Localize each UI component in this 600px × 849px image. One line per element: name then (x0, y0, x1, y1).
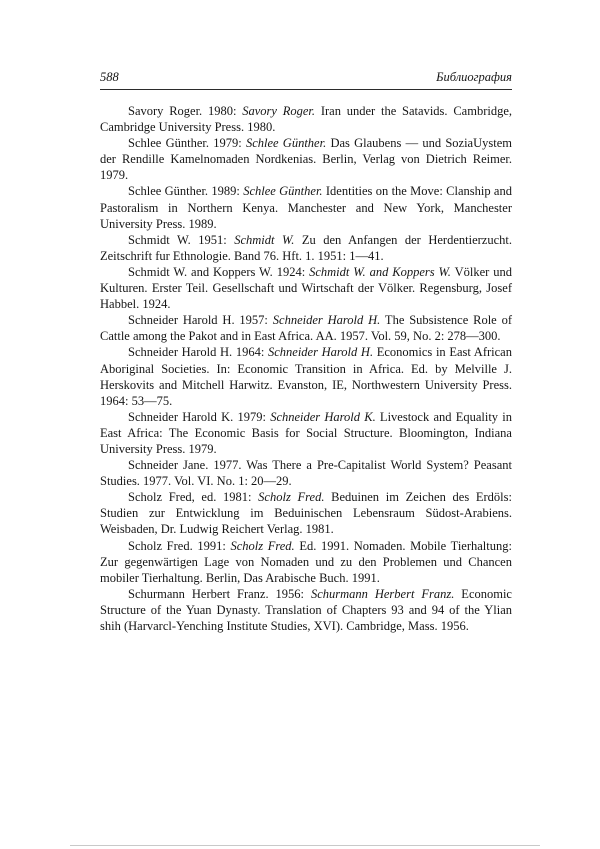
entry-author-italic: Schneider Harold H. (267, 345, 374, 360)
entry-text: Economics in East African Aboriginal Societies. In: Economic Transition in Africa. Ed. by Melville J. Herskovits and Mitchell Harwitz. Evanston, IE, Northwestern University Press. 1964: 53—75. (100, 345, 512, 408)
entry-author-italic: Scholz Fred. (258, 490, 325, 505)
bibliography-entry (100, 232, 512, 264)
bibliography-entry (100, 409, 512, 457)
entry-author-italic: Schmidt W. and Koppers W. (309, 264, 451, 279)
bibliography-entry (100, 586, 512, 634)
bibliography-entry (100, 489, 512, 537)
entry-text: Schneider Jane. 1977. Was There a Pre-Capitalist World System? Peasant Studies. 1977. Vol. VI. No. 1: 20—29. (100, 458, 512, 489)
entry-author-italic: Schlee Günther. (243, 184, 323, 199)
bibliography-entry (100, 344, 512, 408)
page-content (100, 70, 512, 634)
running-title: Библиография (436, 70, 512, 84)
entry-text: Schneider Harold K. 1979: (128, 409, 271, 424)
entry-text: Schneider Harold H. 1964: (128, 345, 268, 360)
bibliography-entry (100, 264, 512, 312)
entry-text: Schmidt W. 1951: (128, 232, 235, 247)
entry-text: Identities on the Move: Clanship and Pastoralism in Northern Kenya. Manchester and New York, Manchester University Press. 1989. (100, 184, 512, 231)
entry-author-italic: Savory Roger. (242, 104, 316, 118)
entry-author-italic: Schurmann Herbert Franz. (310, 586, 455, 601)
bibliography-entry (100, 457, 512, 489)
bibliography-entry (100, 538, 512, 586)
entry-author-italic: Schneider Harold H. (272, 313, 381, 328)
entry-text: The Subsistence Role of Cattle among the Pakot and in East Africa. AA. 1957. Vol. 59, No. 2: 278—300. (100, 313, 512, 344)
entry-text: Schmidt W. and Koppers W. 1924: (128, 264, 310, 279)
entry-text: Ed. 1991. Nomaden. Mobile Tierhaltung: Zur gegenwärtigen Lage von Nomaden und zu den Problemen und Chancen mobiler Tierhaltung. Berlin, Das Arabische Buch. 1991. (100, 538, 512, 585)
entry-author-italic: Scholz Fred. (230, 538, 295, 553)
bibliography-entry (100, 103, 512, 135)
entry-text: Economic Structure of the Yuan Dynasty. Translation of Chapters 93 and 94 of the Ylian shih (Harvarcl-Yenching Institute Studies, XVI). Cambridge, Mass. 1956. (100, 586, 512, 633)
entry-text: Savory Roger. 1980: (128, 104, 243, 118)
entry-text: Schlee Günther. 1979: (128, 136, 246, 151)
entry-text: Schurmann Herbert Franz. 1956: (128, 586, 311, 601)
entry-author-italic: Schmidt W. (234, 232, 295, 247)
bibliography-entry (100, 135, 512, 183)
bibliography-entry (100, 183, 512, 231)
entry-text: Das Glaubens — und SoziaUystem der Rendille Kamelnomaden Nordkenias. Berlin, Verlag von Dietrich Reimer. 1979. (100, 136, 512, 183)
entry-text: Livestock and Equality in East Africa: The Economic Basis for Social Structure. Bloomington, Indiana University Press. 1979. (100, 409, 512, 456)
entry-text: Iran under the Satavids. Cambridge, Cambridge University Press. 1980. (100, 104, 513, 135)
entry-text: Schneider Harold H. 1957: (128, 313, 273, 328)
entry-text: Völker und Kulturen. Erster Teil. Gesellschaft und Wirtschaft der Völker. Regensburg, Josef Habbel. 1924. (100, 264, 512, 312)
page-edge-line (70, 845, 540, 846)
page-number: 588 (100, 70, 119, 84)
entry-text: Zu den Anfangen der Herdentierzucht. Zeitschrift fur Ethnologie. Band 76. Hft. 1. 1951: 1—41. (100, 232, 512, 263)
entry-text: Scholz Fred, ed. 1981: (128, 490, 259, 505)
page-header (100, 70, 512, 90)
bibliography-list (100, 103, 512, 634)
entry-author-italic: Schneider Harold K. (270, 409, 376, 424)
entry-text: Scholz Fred. 1991: (128, 538, 231, 553)
entry-text: Beduinen im Zeichen des Erdöls: Studien zur Entwicklung im Beduinischen Lebensraum Südost-Arabiens. Weisbaden, Dr. Ludwig Reichert Verlag. 1981. (100, 490, 512, 537)
bibliography-entry (100, 312, 512, 344)
entry-author-italic: Schlee Günther. (245, 136, 327, 151)
entry-text: Schlee Günther. 1989: (128, 184, 244, 199)
